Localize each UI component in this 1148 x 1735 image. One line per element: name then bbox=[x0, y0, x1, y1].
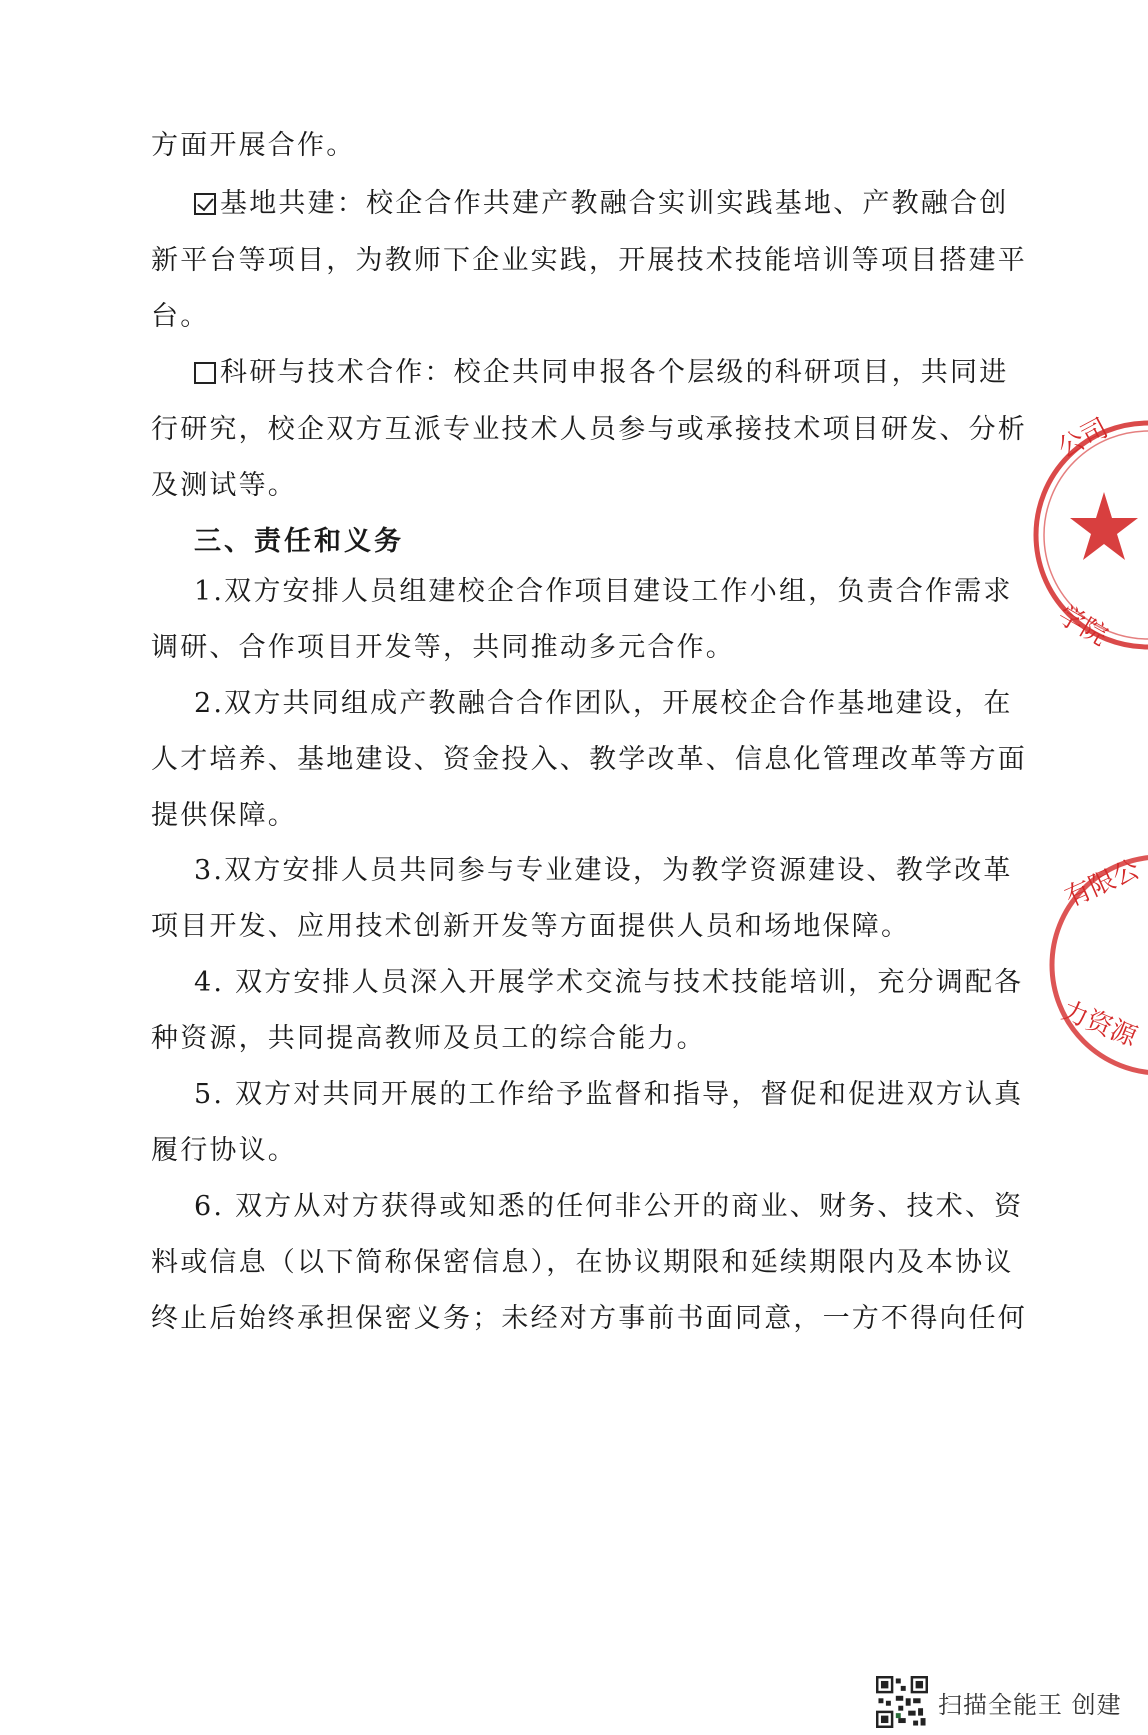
text-line: 5. 双方对共同开展的工作给予监督和指导，督促和促进双方认真 bbox=[194, 1079, 1024, 1110]
text-line: 1.双方安排人员组建校企合作项目建设工作小组，负责合作需求 bbox=[194, 576, 1013, 607]
text-line: 终止后始终承担保密义务；未经对方事前书面同意，一方不得向任何 bbox=[151, 1303, 1027, 1334]
company-seal-stamp bbox=[1020, 410, 1148, 660]
text-line: 项目开发、应用技术创新开发等方面提供人员和场地保障。 bbox=[151, 911, 911, 942]
text-line: 调研、合作项目开发等，共同推动多元合作。 bbox=[151, 632, 735, 663]
text-line: 台。 bbox=[151, 301, 210, 332]
seal-text-top: 有限公 bbox=[1060, 854, 1145, 914]
footer-text: 扫描全能王 创建 bbox=[938, 1690, 1122, 1719]
text-line: 2.双方共同组成产教融合合作团队，开展校企合作基地建设，在 bbox=[194, 688, 1013, 719]
text-line: 提供保障。 bbox=[151, 800, 297, 831]
text-line: 方面开展合作。 bbox=[151, 130, 356, 161]
checked-box-icon bbox=[194, 193, 216, 215]
checkbox-item-base bbox=[194, 186, 1008, 222]
text-line: 行研究，校企双方互派专业技术人员参与或承接技术项目研发、分析 bbox=[151, 414, 1027, 445]
checkbox-label-base: 基地共建：校企合作共建产教融合实训实践基地、产教融合创 bbox=[220, 188, 1009, 219]
text-line: 料或信息（以下简称保密信息），在协议期限和延续期限内及本协议 bbox=[151, 1247, 1014, 1278]
seal-text-bottom: 学院 bbox=[1052, 600, 1113, 653]
checkbox-item-research bbox=[194, 355, 1008, 391]
seal-text-bottom: 力资源 bbox=[1057, 995, 1141, 1053]
star-icon bbox=[1070, 492, 1138, 560]
text-line: 4. 双方安排人员深入开展学术交流与技术技能培训，充分调配各 bbox=[194, 967, 1024, 998]
seal-text-top: 公司 bbox=[1053, 413, 1114, 465]
text-line: 3.双方安排人员共同参与专业建设，为教学资源建设、教学改革 bbox=[194, 855, 1013, 886]
text-line: 人才培养、基地建设、资金投入、教学改革、信息化管理改革等方面 bbox=[151, 744, 1027, 775]
checkbox-label-research: 科研与技术合作：校企共同申报各个层级的科研项目，共同进 bbox=[220, 357, 1009, 388]
text-line: 种资源，共同提高教师及员工的综合能力。 bbox=[151, 1023, 706, 1054]
text-line: 及测试等。 bbox=[151, 470, 297, 501]
text-line: 6. 双方从对方获得或知悉的任何非公开的商业、财务、技术、资 bbox=[194, 1191, 1024, 1222]
section-heading: 三、责任和义务 bbox=[194, 526, 404, 557]
unchecked-box-icon bbox=[194, 362, 216, 384]
text-line: 新平台等项目，为教师下企业实践，开展技术技能培训等项目搭建平 bbox=[151, 245, 1027, 276]
qr-code-icon bbox=[876, 1676, 928, 1728]
text-line: 履行协议。 bbox=[151, 1135, 297, 1166]
scanner-watermark bbox=[876, 1676, 1122, 1728]
second-seal-stamp bbox=[1040, 845, 1148, 1085]
